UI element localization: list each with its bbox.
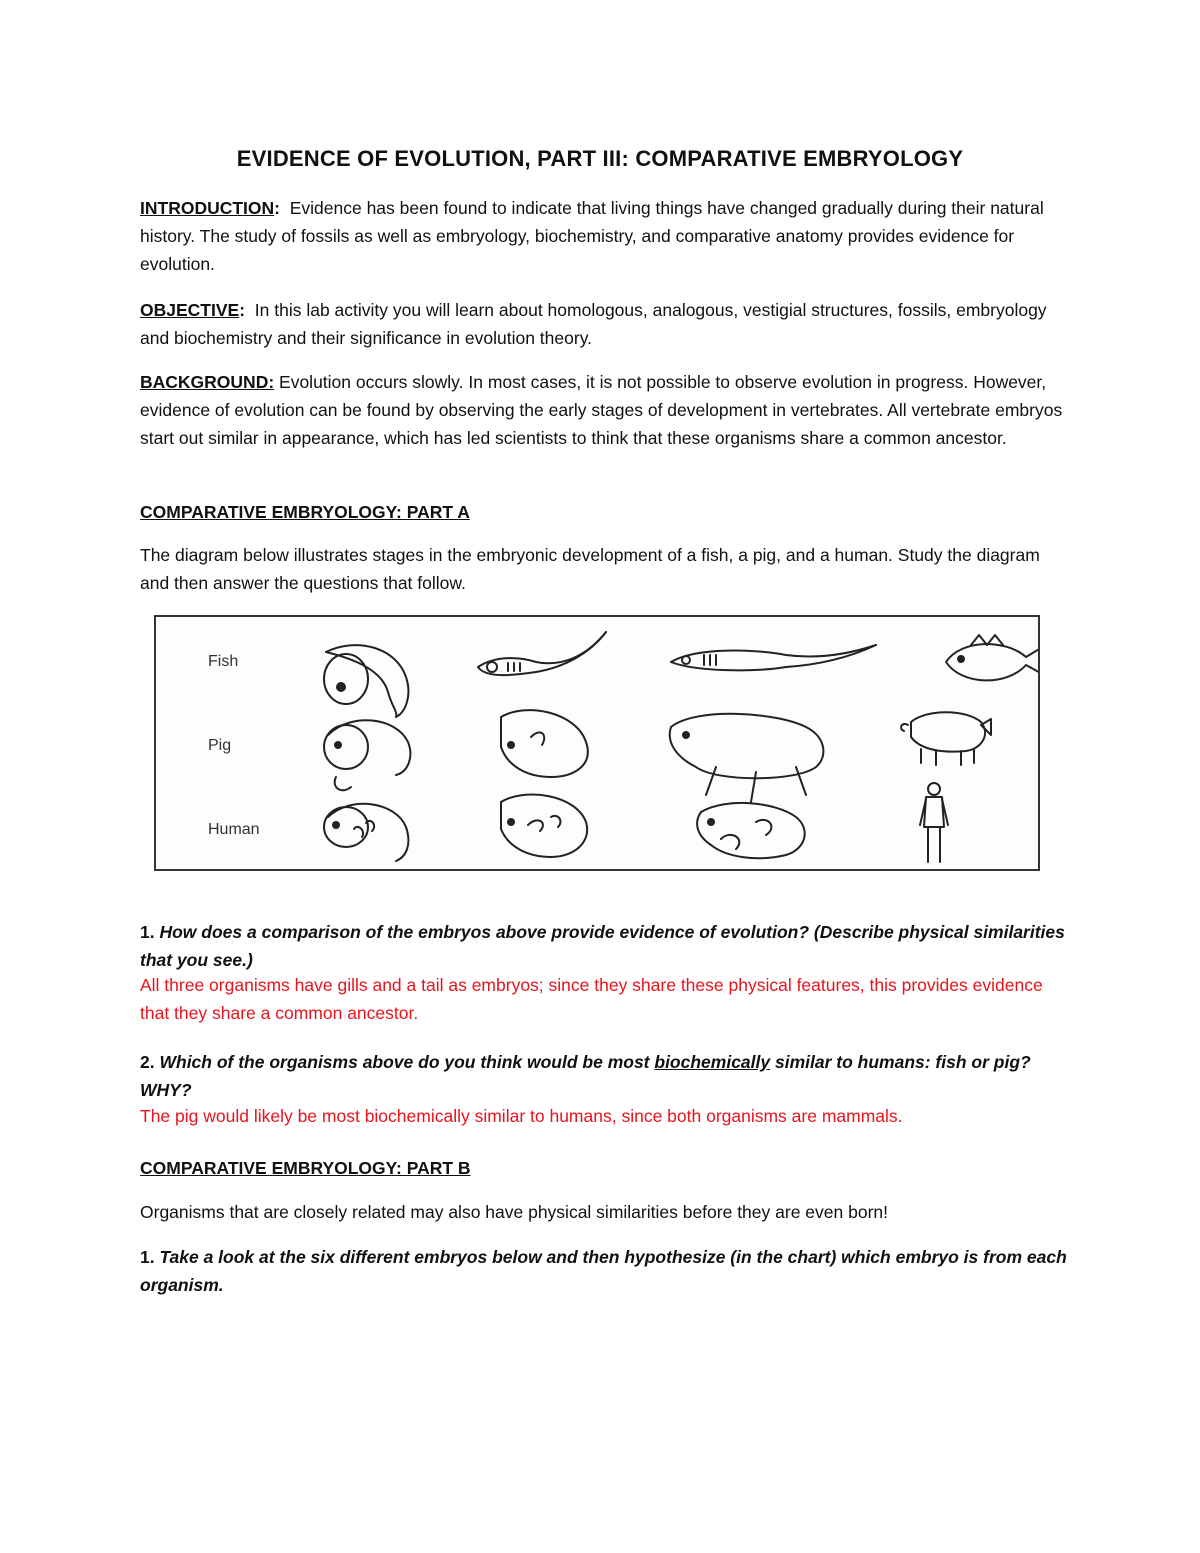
objective-paragraph: OBJECTIVE: In this lab activity you will learn about homologous, analogous, vestigial structures, fossils, embryology and biochemistry and their significance in evolution theory. — [140, 300, 1047, 348]
fish-embryo-stage-1 — [324, 645, 408, 717]
part-a-answer-1: All three organisms have gills and a tail as embryos; since they share these physical features, this provides evidence that they share a common ancestor. — [140, 975, 1043, 1023]
part-b-intro: Organisms that are closely related may also have physical similarities before they are even born! — [140, 1202, 888, 1222]
embryo-drawings — [156, 617, 1038, 869]
fish-embryo-stage-3 — [671, 645, 876, 670]
background-label: BACKGROUND: — [140, 372, 275, 392]
question-2-text-end: similar to humans: fish or pig? WHY? — [140, 1052, 1031, 1100]
part-b-heading: COMPARATIVE EMBRYOLOGY: PART B — [140, 1158, 471, 1178]
part-a-heading: COMPARATIVE EMBRYOLOGY: PART A — [140, 502, 470, 522]
question-2-number: 2. — [140, 1052, 155, 1072]
question-2-text-start: Which of the organisms above do you think would be most — [159, 1052, 655, 1072]
objective-text: In this lab activity you will learn about homologous, analogous, vestigial structures, fossils, embryology and biochemistry and their significance in evolution theory. — [140, 300, 1047, 348]
pig-embryo-stage-3 — [670, 714, 824, 802]
pig-adult — [901, 712, 991, 765]
background-paragraph — [140, 368, 1070, 452]
background-text: Evolution occurs slowly. In most cases, it is not possible to observe evolution in progress. However, evidence of evolution can be found by observing the early stages of development in vertebrates. All vertebrate embryos start out similar in appearance, which has led scientists to think that these organisms share a common ancestor. — [140, 372, 1063, 448]
question-1-number: 1. — [140, 922, 155, 942]
part-a-question-2 — [140, 1048, 1070, 1104]
question-1-text: How does a comparison of the embryos above provide evidence of evolution? (Describe physical similarities that you see.) — [140, 922, 1065, 970]
figure-row-label-human: Human — [208, 821, 260, 838]
part-b-question-1-text: Take a look at the six different embryos below and then hypothesize (in the chart) which embryo is from each organism. — [140, 1247, 1067, 1295]
figure-row-label-pig: Pig — [208, 737, 232, 754]
part-a-intro: The diagram below illustrates stages in the embryonic development of a fish, a pig, and a human. Study the diagram and then answer the questions that follow. — [140, 545, 1040, 593]
human-adult — [920, 783, 948, 862]
part-b-question-1 — [140, 1243, 1070, 1299]
part-b-question-1-number: 1. — [140, 1247, 155, 1267]
figure-row-label-fish: Fish — [208, 653, 239, 670]
objective-label: OBJECTIVE — [140, 300, 240, 320]
fish-adult — [946, 635, 1038, 680]
human-embryo-stage-1 — [324, 804, 408, 861]
part-a-question-1 — [140, 918, 1070, 974]
pig-embryo-stage-2 — [501, 710, 588, 777]
introduction-label: INTRODUCTION — [140, 198, 275, 218]
human-embryo-stage-2 — [501, 795, 587, 857]
introduction-paragraph: INTRODUCTION: Evidence has been found to indicate that living things have changed gradually during their natural history. The study of fossils as well as embryology, biochemistry, and comparative anatomy provides evidence for evolution. — [140, 198, 1044, 274]
human-embryo-stage-3 — [697, 803, 805, 858]
fish-embryo-stage-2 — [478, 632, 606, 675]
embryo-development-figure — [154, 615, 1040, 871]
question-2-underlined-word: biochemically — [654, 1052, 771, 1072]
pig-embryo-stage-1 — [324, 720, 410, 790]
introduction-text: Evidence has been found to indicate that living things have changed gradually during their natural history. The study of fossils as well as embryology, biochemistry, and comparative anatomy provides evidence for evolution. — [140, 198, 1044, 274]
page-title: EVIDENCE OF EVOLUTION, PART III: COMPARATIVE EMBRYOLOGY — [236, 146, 964, 171]
part-a-answer-2: The pig would likely be most biochemically similar to humans, since both organisms are mammals. — [140, 1106, 903, 1126]
